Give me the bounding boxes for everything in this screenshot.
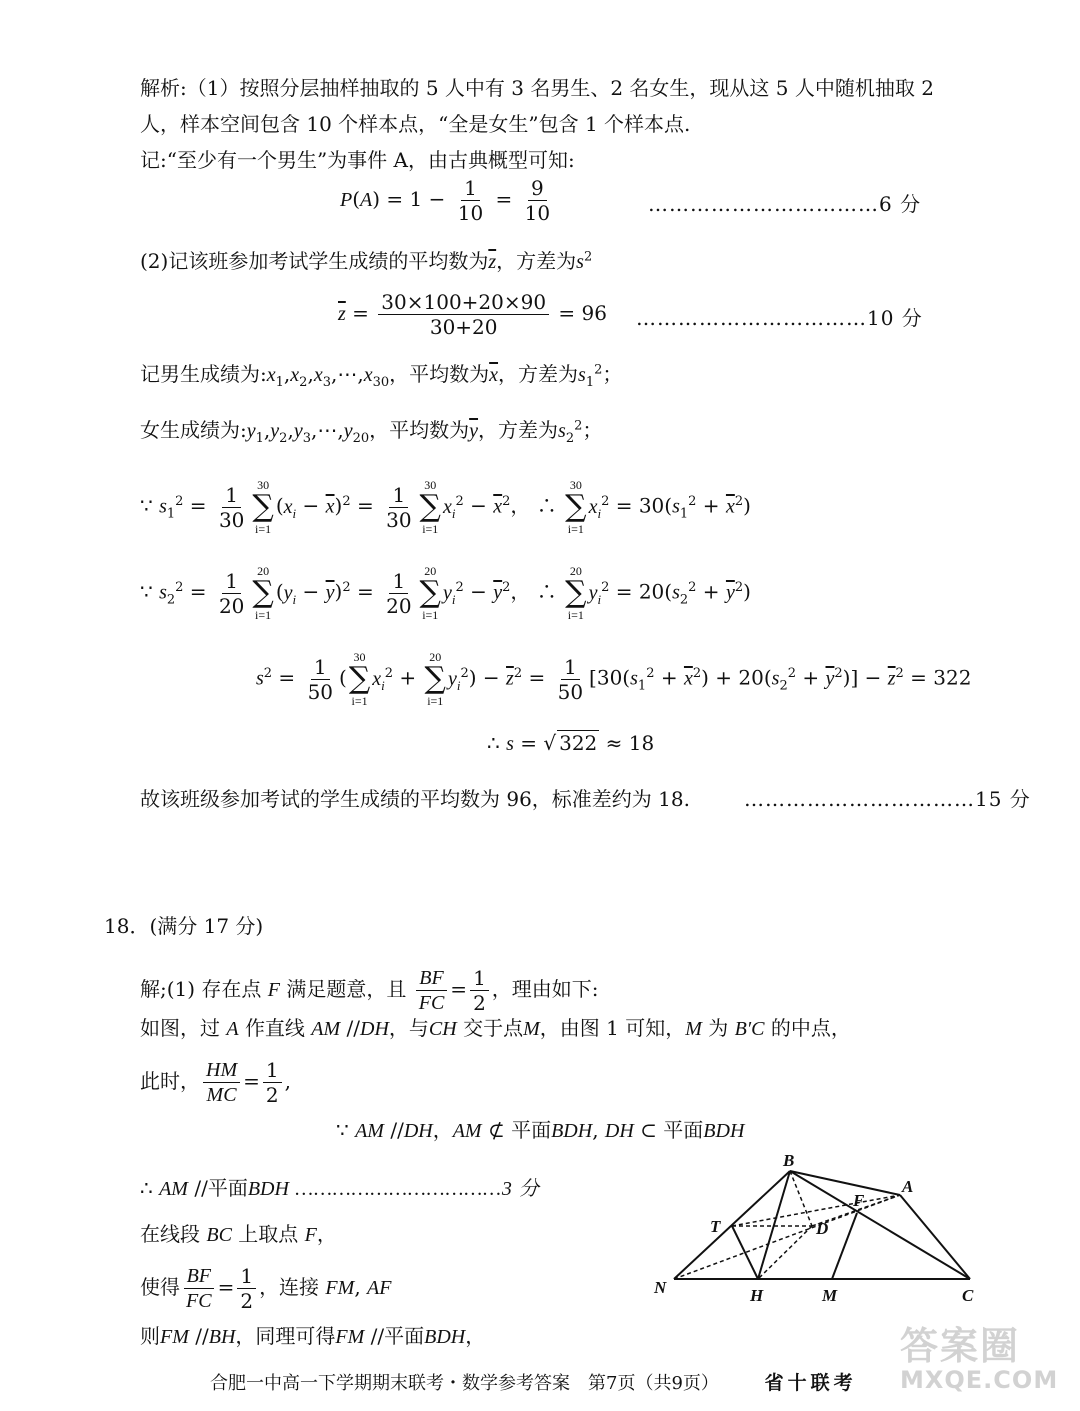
girls-variance-formula: ∵ $s_2^2$ = $\frac{1}{20}$ 20 ∑ i=1 $(y_i - \overline{y})^2$ = $\frac{1}{20}$ 20 ∑ i=1 $y_i^2 - \overline{y}^2$， ∴ 20 ∑ i=1 $y_i^2 = 20(s_2^2 + \overline{y}^2)$ [140,564,751,622]
geometry-figure [650,1150,990,1310]
label-A: A [902,1177,914,1196]
q18-solution-line: 解;(1) 存在点 F 满足题意，且 $\frac{BF}{FC}$ = $\frac{1}{2}$ ，理由如下: [140,966,599,1015]
footer-brand: 省十联考 [764,1372,857,1394]
probability-formula: P(A) = 1 − $\frac{1}{10}$ = $\frac{9}{10}$ [340,176,551,225]
analysis-line-2: 人，样本空间包含 10 个样本点，“全是女生”包含 1 个样本点. [140,112,691,136]
label-D: D [816,1219,829,1238]
boys-variance-formula: ∵ $s_1^2$ = $\frac{1}{30}$ 30 ∑ i=1 $(x_i - \overline{x})^2$ = $\frac{1}{30}$ 30 ∑ i=1 $x_i^2 - \overline{x}^2$， ∴ 30 ∑ i=1 $x_i^2 = 30(s_1^2 + \overline{x}^2)$ [140,478,751,536]
mean-formula: $\overline{z}$ = $\frac{30\times 100+20\times 90}{30+20}$ = 96 [338,290,607,339]
watermark-line-2: MXQE.COM [900,1366,1059,1394]
q18-line-3: 此时， $\frac{HM}{MC}$ = $\frac{1}{2}$ , [140,1058,291,1107]
watermark [900,1326,1070,1404]
footer-text: 合肥一中高一下学期期末联考・数学参考答案 第7页（共9页） [210,1373,719,1394]
q18-take-point: 在线段 BC 上取点 F， [140,1222,337,1246]
q18-line-2: 如图，过 A 作直线 AM //DH，与CH 交于点M，由图 1 可知，M 为 B′C 的中点， [140,1016,851,1040]
edge-NB [674,1171,790,1279]
q18-header: 18．(满分 17 分) [104,914,264,938]
q18-conclusion-3: ∴ AM //平面BDH ……………………………3 分 [140,1176,540,1200]
dash-BD [790,1171,812,1226]
part2-intro: (2)记该班参加考试学生成绩的平均数为$\overline{z}$，方差为$s^2$ [140,249,593,273]
label-B: B [783,1151,795,1170]
edge-BA [790,1171,900,1195]
girls-scores-line: 女生成绩为$:y_1,y_2,y_3,\cdots,y_{20}$，平均数为$\overline{y}$，方差为$s_2^2$； [140,418,603,446]
label-N: N [654,1278,667,1297]
q18-then: 则FM //BH，同理可得FM //平面BDH， [140,1324,486,1348]
analysis-line-1: 解析:（1）按照分层抽样抽取的 5 人中有 3 名男生、2 名女生，现从这 5 人中随机抽取 2 [140,76,934,100]
boys-scores-line: 记男生成绩为$:x_1,x_2,x_3,\cdots,x_{30}$，平均数为$\overline{x}$，方差为$s_1^2$； [140,362,623,390]
watermark-line-1: 答案圈 [900,1324,1021,1368]
edge-FM [832,1213,857,1279]
total-variance-formula: $s^2$ = $\frac{1}{50}$ ( 30 ∑ i=1 $x_i^2$ + 20 ∑ i=1 $y_i^2) - \overline{z}^2$ = $\frac{1}{50}$ $[30(s_1^2 + \overline{x}^2) + 20(s_2^2 + \overline{y}^2)] - \overline{z}^2 = 322$ [256,650,972,708]
edge-AC [900,1195,970,1279]
label-F: F [853,1191,865,1210]
score-15: ……………………………15 分 [744,787,1031,811]
label-C: C [962,1286,974,1305]
analysis-line-3: 记:“至少有一个男生”为事件 A，由古典概型可知: [140,148,575,172]
part2-conclusion: 故该班级参加考试的学生成绩的平均数为 96，标准差约为 18. [140,787,690,811]
score-6: ……………………………6 分 [648,192,922,216]
page-footer [210,1368,857,1395]
label-H: H [750,1286,764,1305]
q18-parallel-condition: ∵ AM //DH，AM ⊄ 平面BDH, DH ⊂ 平面BDH [336,1118,745,1142]
edge-TH [732,1226,758,1279]
label-T: T [710,1217,721,1236]
q18-make: 使得 $\frac{BF}{FC}$ = $\frac{1}{2}$ ，连接 FM, AF [140,1264,392,1313]
std-formula: ∴ s = √ 322 ≈ 18 [487,731,655,755]
score-10: ……………………………10 分 [636,306,923,330]
label-M: M [822,1286,838,1305]
